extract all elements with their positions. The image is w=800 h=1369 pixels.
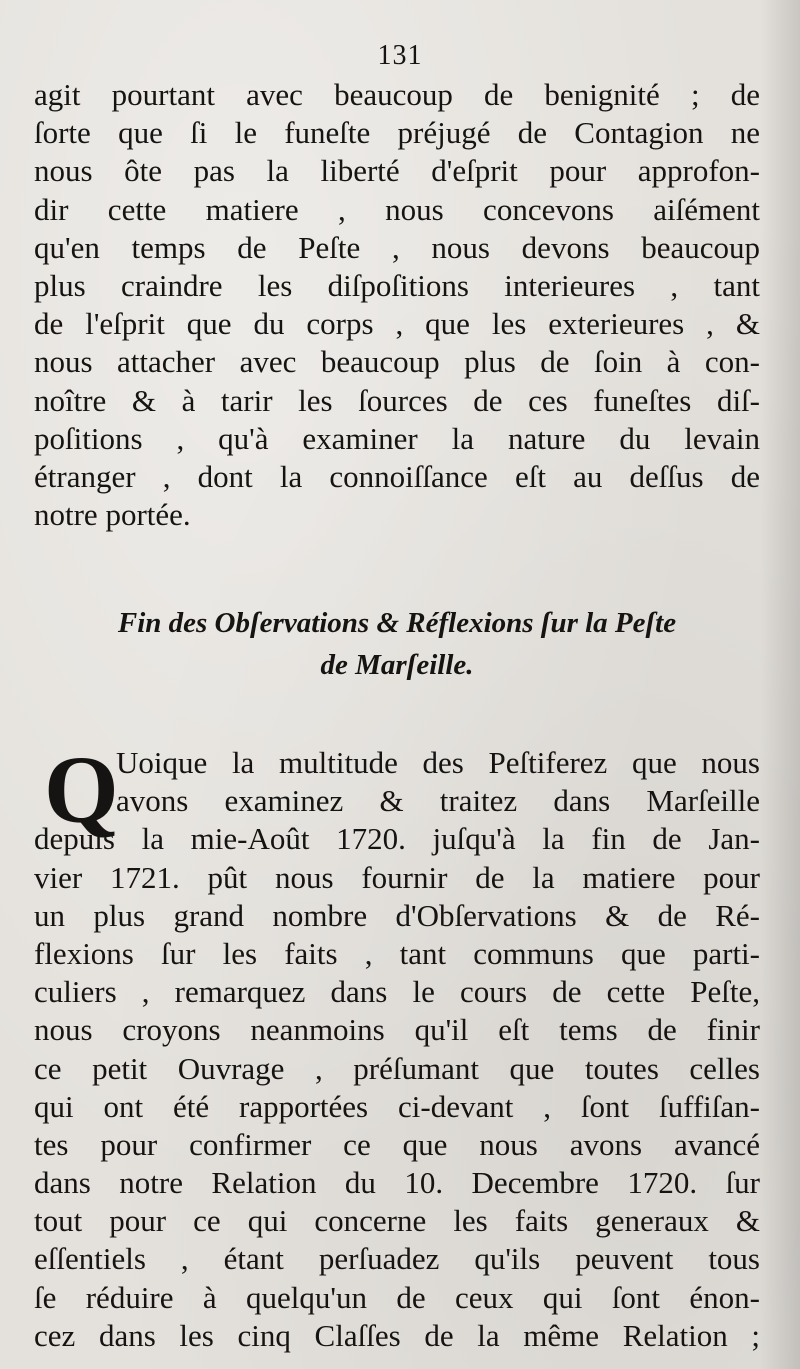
text-line: de l'eſprit que du corps , que les exterieures , & [34, 306, 760, 342]
text-line: ſe réduire à quelqu'un de ceux qui ſont énon- [34, 1279, 760, 1315]
text-line: dir cette matiere , nous concevons aiſément [34, 191, 760, 227]
text-line: avons examinez & traitez dans Marſeille [116, 783, 760, 819]
paragraph-continuation [34, 76, 760, 534]
text-line: qu'en temps de Peſte , nous devons beaucoup [34, 229, 760, 265]
text-line: qui ont été rapportées ci-devant , ſont ſuffiſan- [34, 1088, 760, 1124]
text-line: ſorte que ſi le funeſte préjugé de Contagion ne [34, 115, 760, 151]
text-line: nous ôte pas la liberté d'eſprit pour approfon- [34, 153, 760, 189]
text-line: nous croyons neanmoins qu'il eſt tems de finir [34, 1012, 760, 1048]
text-line: dans notre Relation du 10. Decembre 1720. ſur [34, 1165, 760, 1201]
text-line: tes pour confirmer ce que nous avons avancé [34, 1126, 760, 1162]
text-line: agit pourtant avec beaucoup de benignité ; de [34, 77, 760, 112]
text-line: poſitions , qu'à examiner la nature du levain [34, 420, 760, 456]
text-line: un plus grand nombre d'Obſervations & de Ré- [34, 897, 760, 933]
text-line: tout pour ce qui concerne les faits generaux & [34, 1203, 760, 1239]
page-number: 131 [377, 40, 423, 71]
text-line: étranger , dont la connoiſſance eſt au deſſus de [34, 458, 760, 494]
text-line: eſſentiels , étant perſuadez qu'ils peuvent tous [34, 1241, 760, 1277]
text-line: notre portée. [34, 497, 191, 533]
heading-line-1: Fin des Obſervations & Réflexions ſur la Peſte [117, 607, 677, 639]
text-line: cez dans les cinq Claſſes de la même Relation ; [34, 1317, 760, 1353]
page-edge-shadow [760, 0, 800, 1369]
text-line: nous attacher avec beaucoup plus de ſoin à con- [34, 344, 760, 380]
heading-line-2: de Marſeille. [320, 649, 474, 681]
text-line: culiers , remarquez dans le cours de cette Peſte, [34, 974, 760, 1010]
text-line: noître & à tarir les ſources de ces funeſtes diſ- [34, 382, 760, 418]
text-line: ce petit Ouvrage , préſumant que toutes celles [34, 1050, 760, 1086]
paragraph-final [34, 736, 760, 1355]
text-line: vier 1721. pût nous fournir de la matiere pour [34, 859, 760, 895]
text-line: Uoique la multitude des Peſtiferez que nous [116, 745, 760, 780]
text-line: plus craindre les diſpoſitions interieures , tant [34, 267, 760, 303]
text-line: depuis la mie-Août 1720. juſqu'à la fin de Jan- [34, 821, 760, 857]
text-line: flexions ſur les faits , tant communs que parti- [34, 935, 760, 971]
section-heading [34, 602, 760, 686]
drop-cap: Q [44, 736, 119, 843]
